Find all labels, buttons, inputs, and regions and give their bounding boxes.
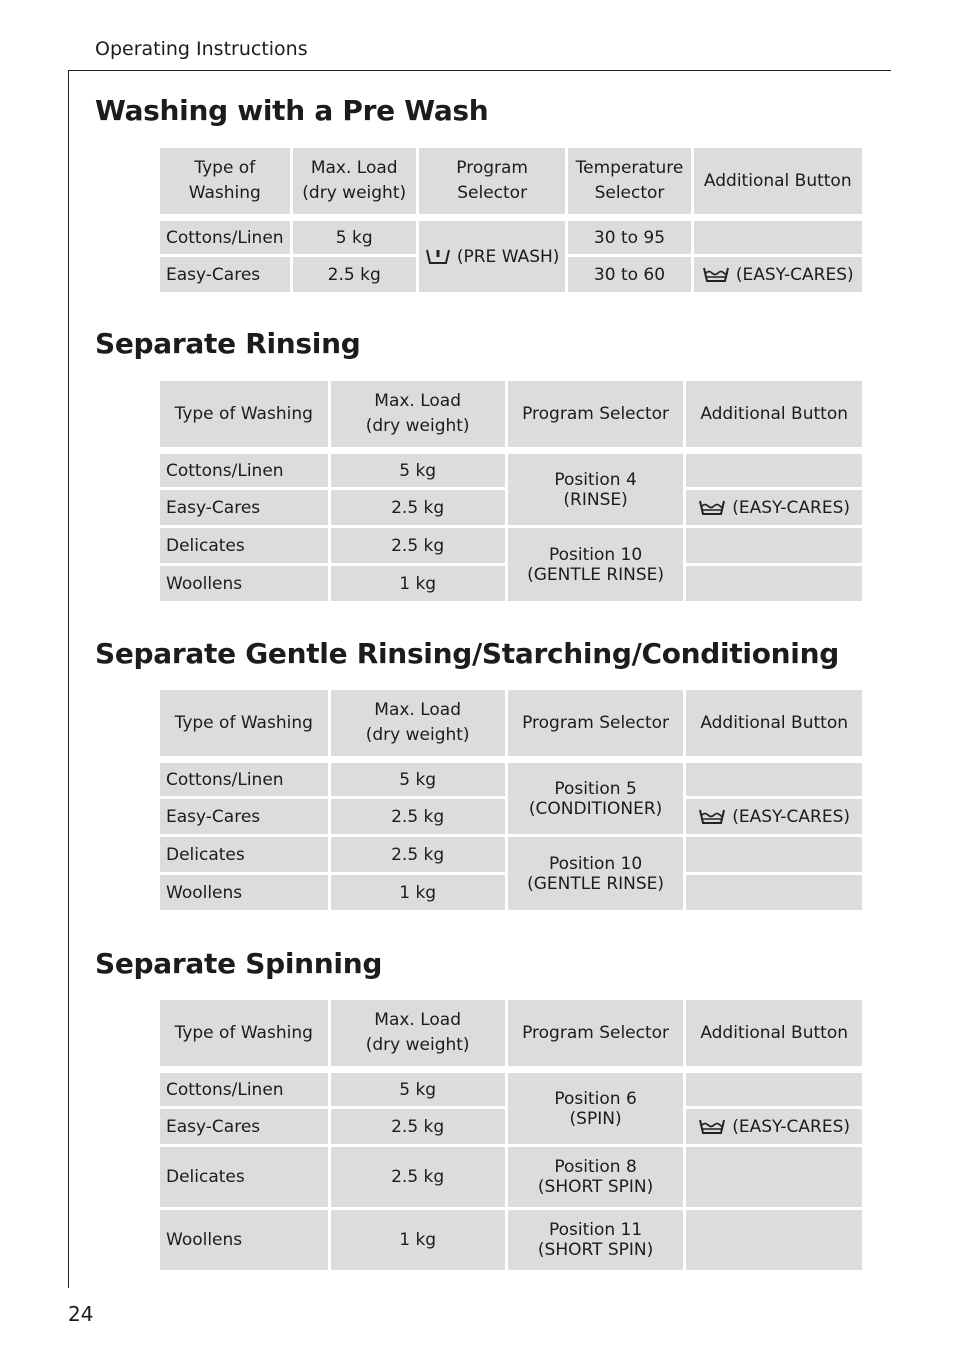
table-row [160, 1073, 862, 1106]
table-row [160, 837, 862, 872]
cell-type: Woollens [160, 566, 328, 601]
cell-program: Position 11 (SHORT SPIN) [508, 1210, 684, 1270]
header-type: Type of Washing [160, 1000, 328, 1066]
header-program: Program Selector [508, 690, 684, 756]
cell-type: Woollens [160, 1210, 328, 1270]
cell-load: 2.5 kg [331, 490, 505, 525]
table-header-row [160, 148, 862, 214]
cell-load: 2.5 kg [331, 837, 505, 872]
header-type: Type of Washing [160, 148, 290, 214]
section-title-separate-rinsing: Separate Rinsing [95, 327, 361, 360]
cell-program: Position 6 (SPIN) [508, 1073, 684, 1144]
cell-type: Delicates [160, 528, 328, 563]
header-additional-button: Additional Button [694, 148, 862, 214]
gentle-rinsing-table [157, 687, 865, 913]
cell-type: Easy-Cares [160, 799, 328, 834]
cell-type: Cottons/Linen [160, 1073, 328, 1106]
pre-wash-table [157, 145, 865, 295]
table-row [160, 454, 862, 487]
cell-temperature: 30 to 60 [568, 257, 690, 292]
cell-type: Delicates [160, 1147, 328, 1207]
margin-rule [68, 70, 69, 1288]
cell-button [686, 1147, 862, 1207]
easy-care-tub-icon [698, 498, 726, 516]
cell-load: 2.5 kg [331, 1109, 505, 1144]
header-program: Program Selector [419, 148, 566, 214]
table-row [160, 1210, 862, 1270]
cell-type: Easy-Cares [160, 257, 290, 292]
cell-button [686, 837, 862, 872]
cell-load: 1 kg [331, 1210, 505, 1270]
cell-type: Delicates [160, 837, 328, 872]
header-additional-button: Additional Button [686, 1000, 862, 1066]
cell-load: 5 kg [293, 221, 416, 254]
cell-button [694, 221, 862, 254]
cell-program: Position 10 (GENTLE RINSE) [508, 528, 684, 601]
section-title-gentle-rinsing: Separate Gentle Rinsing/Starching/Conditioning [95, 637, 839, 670]
cell-button [686, 875, 862, 910]
cell-temperature: 30 to 95 [568, 221, 690, 254]
cell-type: Cottons/Linen [160, 221, 290, 254]
header-additional-button: Additional Button [686, 690, 862, 756]
cell-button [686, 1210, 862, 1270]
page-number: 24 [68, 1302, 94, 1326]
cell-load: 1 kg [331, 875, 505, 910]
header-load: Max. Load (dry weight) [331, 690, 505, 756]
cell-load: 5 kg [331, 454, 505, 487]
section-title-pre-wash: Washing with a Pre Wash [95, 94, 489, 127]
header-additional-button: Additional Button [686, 381, 862, 447]
cell-load: 5 kg [331, 1073, 505, 1106]
cell-type: Woollens [160, 875, 328, 910]
table-row [160, 763, 862, 796]
cell-button: (EASY-CARES) [686, 1109, 862, 1144]
easy-care-tub-icon [702, 265, 730, 283]
header-program: Program Selector [508, 1000, 684, 1066]
header-type: Type of Washing [160, 381, 328, 447]
cell-button [686, 454, 862, 487]
cell-button: (EASY-CARES) [686, 799, 862, 834]
cell-program: (PRE WASH) [419, 221, 566, 292]
cell-button [686, 566, 862, 601]
cell-button [686, 528, 862, 563]
header-type: Type of Washing [160, 690, 328, 756]
table-row [160, 221, 862, 254]
separate-spinning-table [157, 997, 865, 1273]
cell-type: Cottons/Linen [160, 454, 328, 487]
easy-care-tub-icon [698, 1117, 726, 1135]
cell-load: 2.5 kg [331, 528, 505, 563]
header-load: Max. Load (dry weight) [293, 148, 416, 214]
prewash-tub-icon [425, 247, 451, 265]
cell-load: 2.5 kg [331, 1147, 505, 1207]
cell-load: 2.5 kg [331, 799, 505, 834]
section-title-separate-spinning: Separate Spinning [95, 947, 383, 980]
cell-program: Position 5 (CONDITIONER) [508, 763, 684, 834]
cell-type: Cottons/Linen [160, 763, 328, 796]
cell-type: Easy-Cares [160, 1109, 328, 1144]
cell-button [686, 1073, 862, 1106]
header-load: Max. Load (dry weight) [331, 381, 505, 447]
cell-load: 2.5 kg [293, 257, 416, 292]
table-header-row [160, 1000, 862, 1066]
cell-program: Position 4 (RINSE) [508, 454, 684, 525]
header-load: Max. Load (dry weight) [331, 1000, 505, 1066]
header-program: Program Selector [508, 381, 684, 447]
cell-program: Position 8 (SHORT SPIN) [508, 1147, 684, 1207]
cell-load: 1 kg [331, 566, 505, 601]
separate-rinsing-table [157, 378, 865, 604]
cell-program: Position 10 (GENTLE RINSE) [508, 837, 684, 910]
header-rule [68, 70, 891, 71]
table-row [160, 528, 862, 563]
table-row [160, 1147, 862, 1207]
cell-type: Easy-Cares [160, 490, 328, 525]
cell-button: (EASY-CARES) [686, 490, 862, 525]
cell-button: (EASY-CARES) [694, 257, 862, 292]
header-temperature: Temperature Selector [568, 148, 690, 214]
running-head: Operating Instructions [95, 38, 308, 60]
table-header-row [160, 690, 862, 756]
cell-button [686, 763, 862, 796]
cell-load: 5 kg [331, 763, 505, 796]
table-header-row [160, 381, 862, 447]
easy-care-tub-icon [698, 807, 726, 825]
